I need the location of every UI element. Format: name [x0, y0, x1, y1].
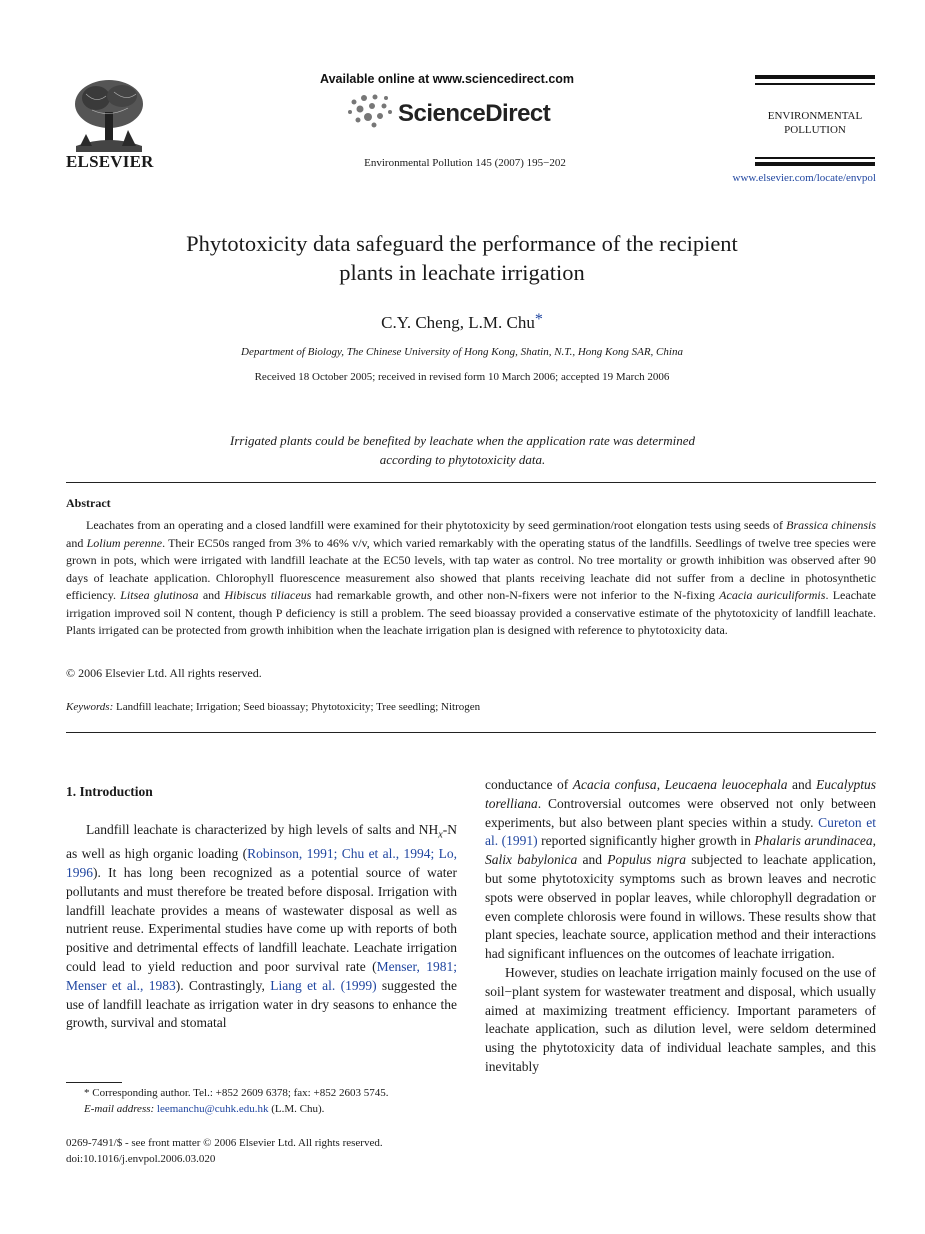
- section-heading-introduction: 1. Introduction: [66, 784, 153, 799]
- footnote-rule: [66, 1082, 122, 1083]
- abstract-segment: Leachates from an operating and a closed landfill were examined for their phytotoxicity by seed germination/root elongation tests using seeds of: [86, 518, 787, 532]
- intro-paragraph-1-continued: [485, 776, 876, 964]
- species-name: Lolium perenne: [86, 535, 163, 550]
- species-name: Salix babylonica: [485, 852, 578, 868]
- intro-paragraph-2: However, studies on leachate irrigation mainly focused on the use of soil−plant system for wastewater treatment and disposal, which usually aimed at maximizing treatment efficiency. Important parameters of leachate application, such as dilution level, were seldom determined using the phytotoxicity data of individual leachate samples, and this inevitably: [485, 964, 876, 1074]
- footnote: [66, 1085, 457, 1117]
- species-name: Brassica chinensis: [786, 518, 876, 532]
- text-segment: ,: [656, 777, 665, 792]
- footnote-line2: [66, 1101, 457, 1117]
- text-segment: ,: [872, 833, 877, 849]
- footnote-star: *: [84, 1087, 90, 1099]
- available-online-text: Available online at www.sciencedirect.com: [320, 72, 575, 86]
- received-dates: Received 18 October 2005; received in revised form 10 March 2006; accepted 19 March 2006: [254, 371, 670, 383]
- abstract-copyright: © 2006 Elsevier Ltd. All rights reserved.: [66, 666, 262, 680]
- divider-bottom: [66, 732, 876, 733]
- journal-name-line2: POLLUTION: [784, 124, 846, 136]
- highlight-line2: according to phytotoxicity data.: [379, 452, 546, 467]
- article-title-line2: plants in leachate irrigation: [339, 260, 585, 285]
- abstract-segment: had remarkable growth, and other non-N-fixers were not inferior to the N-fixing: [311, 588, 720, 602]
- abstract-segment: . Leachate irrigation improved soil N content, though P deficiency is still a problem. The seed bioassay provided a conservative estimate of the phytotoxicity of landfill leachate. Plants irrigated can be protected from growth inhibition when the leachate irrigation plan is designed with reference to phytotoxicity data.: [66, 588, 877, 637]
- corresponding-author-mark[interactable]: *: [534, 311, 543, 328]
- text-segment: suggested the use of landfill leachate as irrigation water in dry seasons to enhance the growth, survival and stomatal: [66, 977, 457, 1031]
- email-owner: (L.M. Chu).: [268, 1103, 325, 1115]
- keywords-label: Keywords:: [66, 701, 114, 713]
- citation-link[interactable]: Cureton et al. (1991): [485, 814, 876, 849]
- publisher-name: ELSEVIER: [66, 152, 154, 171]
- header-rule-bottom-thin: [755, 157, 875, 159]
- abstract-text: [66, 517, 876, 640]
- keywords: [66, 701, 876, 713]
- article-title: [92, 229, 832, 287]
- divider-top: [66, 482, 876, 483]
- front-matter: [66, 1135, 466, 1167]
- species-name: Populus nigra: [607, 852, 686, 868]
- header-rule-top-thin: [755, 83, 875, 85]
- species-name: Eucalyptus torelliana: [485, 777, 877, 811]
- text-segment: reported significantly higher growth in: [537, 833, 755, 849]
- author-names: C.Y. Cheng, L.M. Chu: [381, 313, 535, 332]
- abstract-segment: and: [66, 535, 87, 550]
- text-segment: subjected to leachate application, but some phytotoxicity symptoms such as brown leaves and necrotic spots were observed in poplar leaves, while chlorophyll degradation or even complete chlorosis were found in willows. These results show that plant species, leachate source, application method and their interactions had significant influences on the outcomes of leachate irrigation.: [485, 852, 876, 962]
- species-name: Hibiscus tiliaceus: [224, 588, 312, 602]
- abstract-heading: Abstract: [66, 496, 111, 510]
- keywords-list: Landfill leachate; Irrigation; Seed bioassay; Phytotoxicity; Tree seedling; Nitrogen: [113, 701, 481, 713]
- text-segment: Landfill leachate is characterized by high levels of salts and NH: [86, 821, 439, 837]
- species-name: Acacia confusa: [572, 777, 657, 792]
- text-segment: . Controversial outcomes were observed not only between experiments, but also between plant species within a study.: [485, 795, 876, 830]
- text-segment: and: [787, 777, 817, 792]
- journal-name: [755, 109, 875, 137]
- affiliation: Department of Biology, The Chinese University of Hong Kong, Shatin, N.T., Hong Kong SAR, China: [241, 346, 683, 358]
- species-name: Leucaena leuocephala: [664, 777, 788, 792]
- citation-link[interactable]: Robinson, 1991; Chu et al., 1994; Lo, 1996: [66, 846, 457, 881]
- abstract-segment: and: [198, 588, 225, 602]
- species-name: Litsea glutinosa: [120, 588, 199, 602]
- email-label: E-mail address:: [84, 1103, 155, 1115]
- text-segment: ). Contrastingly,: [175, 977, 271, 993]
- article-highlight: [150, 431, 775, 469]
- species-name: Phalaris arundinacea: [754, 833, 873, 849]
- subscript: x: [438, 829, 443, 841]
- article-title-line1: Phytotoxicity data safeguard the performance of the recipient: [186, 231, 738, 256]
- species-name: Acacia auriculiformis: [719, 588, 826, 602]
- issn-line: 0269-7491/$ - see front matter © 2006 Elsevier Ltd. All rights reserved.: [66, 1137, 383, 1149]
- header-rule-bottom: [755, 162, 875, 166]
- journal-url-link[interactable]: www.elsevier.com/locate/envpol: [732, 172, 876, 184]
- email-link[interactable]: leemanchu@cuhk.edu.hk: [156, 1103, 269, 1115]
- column-left: [66, 783, 457, 1033]
- text-segment: ). It has long been recognized as a potential source of water pollutants and must therefore be treated before disposal. Irrigation with landfill leachate provides a means of wastewater disposal as well as nutrient reuse. Experimental studies have come up with reports of both positive and detrimental effects of landfill leachate. Leachate irrigation could lead to yield reduction and poor survival rate (: [66, 865, 457, 975]
- journal-name-line1: ENVIRONMENTAL: [767, 110, 863, 122]
- column-right: [485, 776, 876, 1077]
- authors: [92, 311, 832, 333]
- sciencedirect-wordmark: ScienceDirect: [398, 100, 551, 127]
- doi-line: doi:10.1016/j.envpol.2006.03.020: [66, 1153, 216, 1165]
- citation-link[interactable]: Menser, 1981; Menser et al., 1983: [66, 959, 457, 993]
- abstract-segment: . Their EC50s ranged from 3% to 46% v/v, which varied remarkably with the operating status of the landfills. Seedlings of twelve tree species were grown in pots, which were irrigated with landfill leachate at the EC50 levels, with tap water as control. No tree mortality or growth inhibition was observed after 90 days of leachate application. Chlorophyll fluorescence measurement also showed that plants receiving leachate did not suffer from a decline in photosynthetic efficiency.: [66, 535, 876, 602]
- citation-link[interactable]: Liang et al. (1999): [270, 977, 377, 993]
- intro-paragraph-1: [66, 821, 457, 1033]
- text-segment: and: [577, 852, 608, 868]
- header-rule-top: [755, 75, 875, 79]
- text-segment: conductance of: [485, 777, 573, 792]
- journal-citation: Environmental Pollution 145 (2007) 195−202: [364, 157, 566, 169]
- footnote-contact: Corresponding author. Tel.: +852 2609 6378; fax: +852 2603 5745.: [89, 1087, 389, 1099]
- text-segment: -N as well as high organic loading (: [66, 821, 457, 862]
- highlight-line1: Irrigated plants could be benefited by leachate when the application rate was determined: [229, 433, 696, 448]
- footnote-line1: [66, 1085, 457, 1101]
